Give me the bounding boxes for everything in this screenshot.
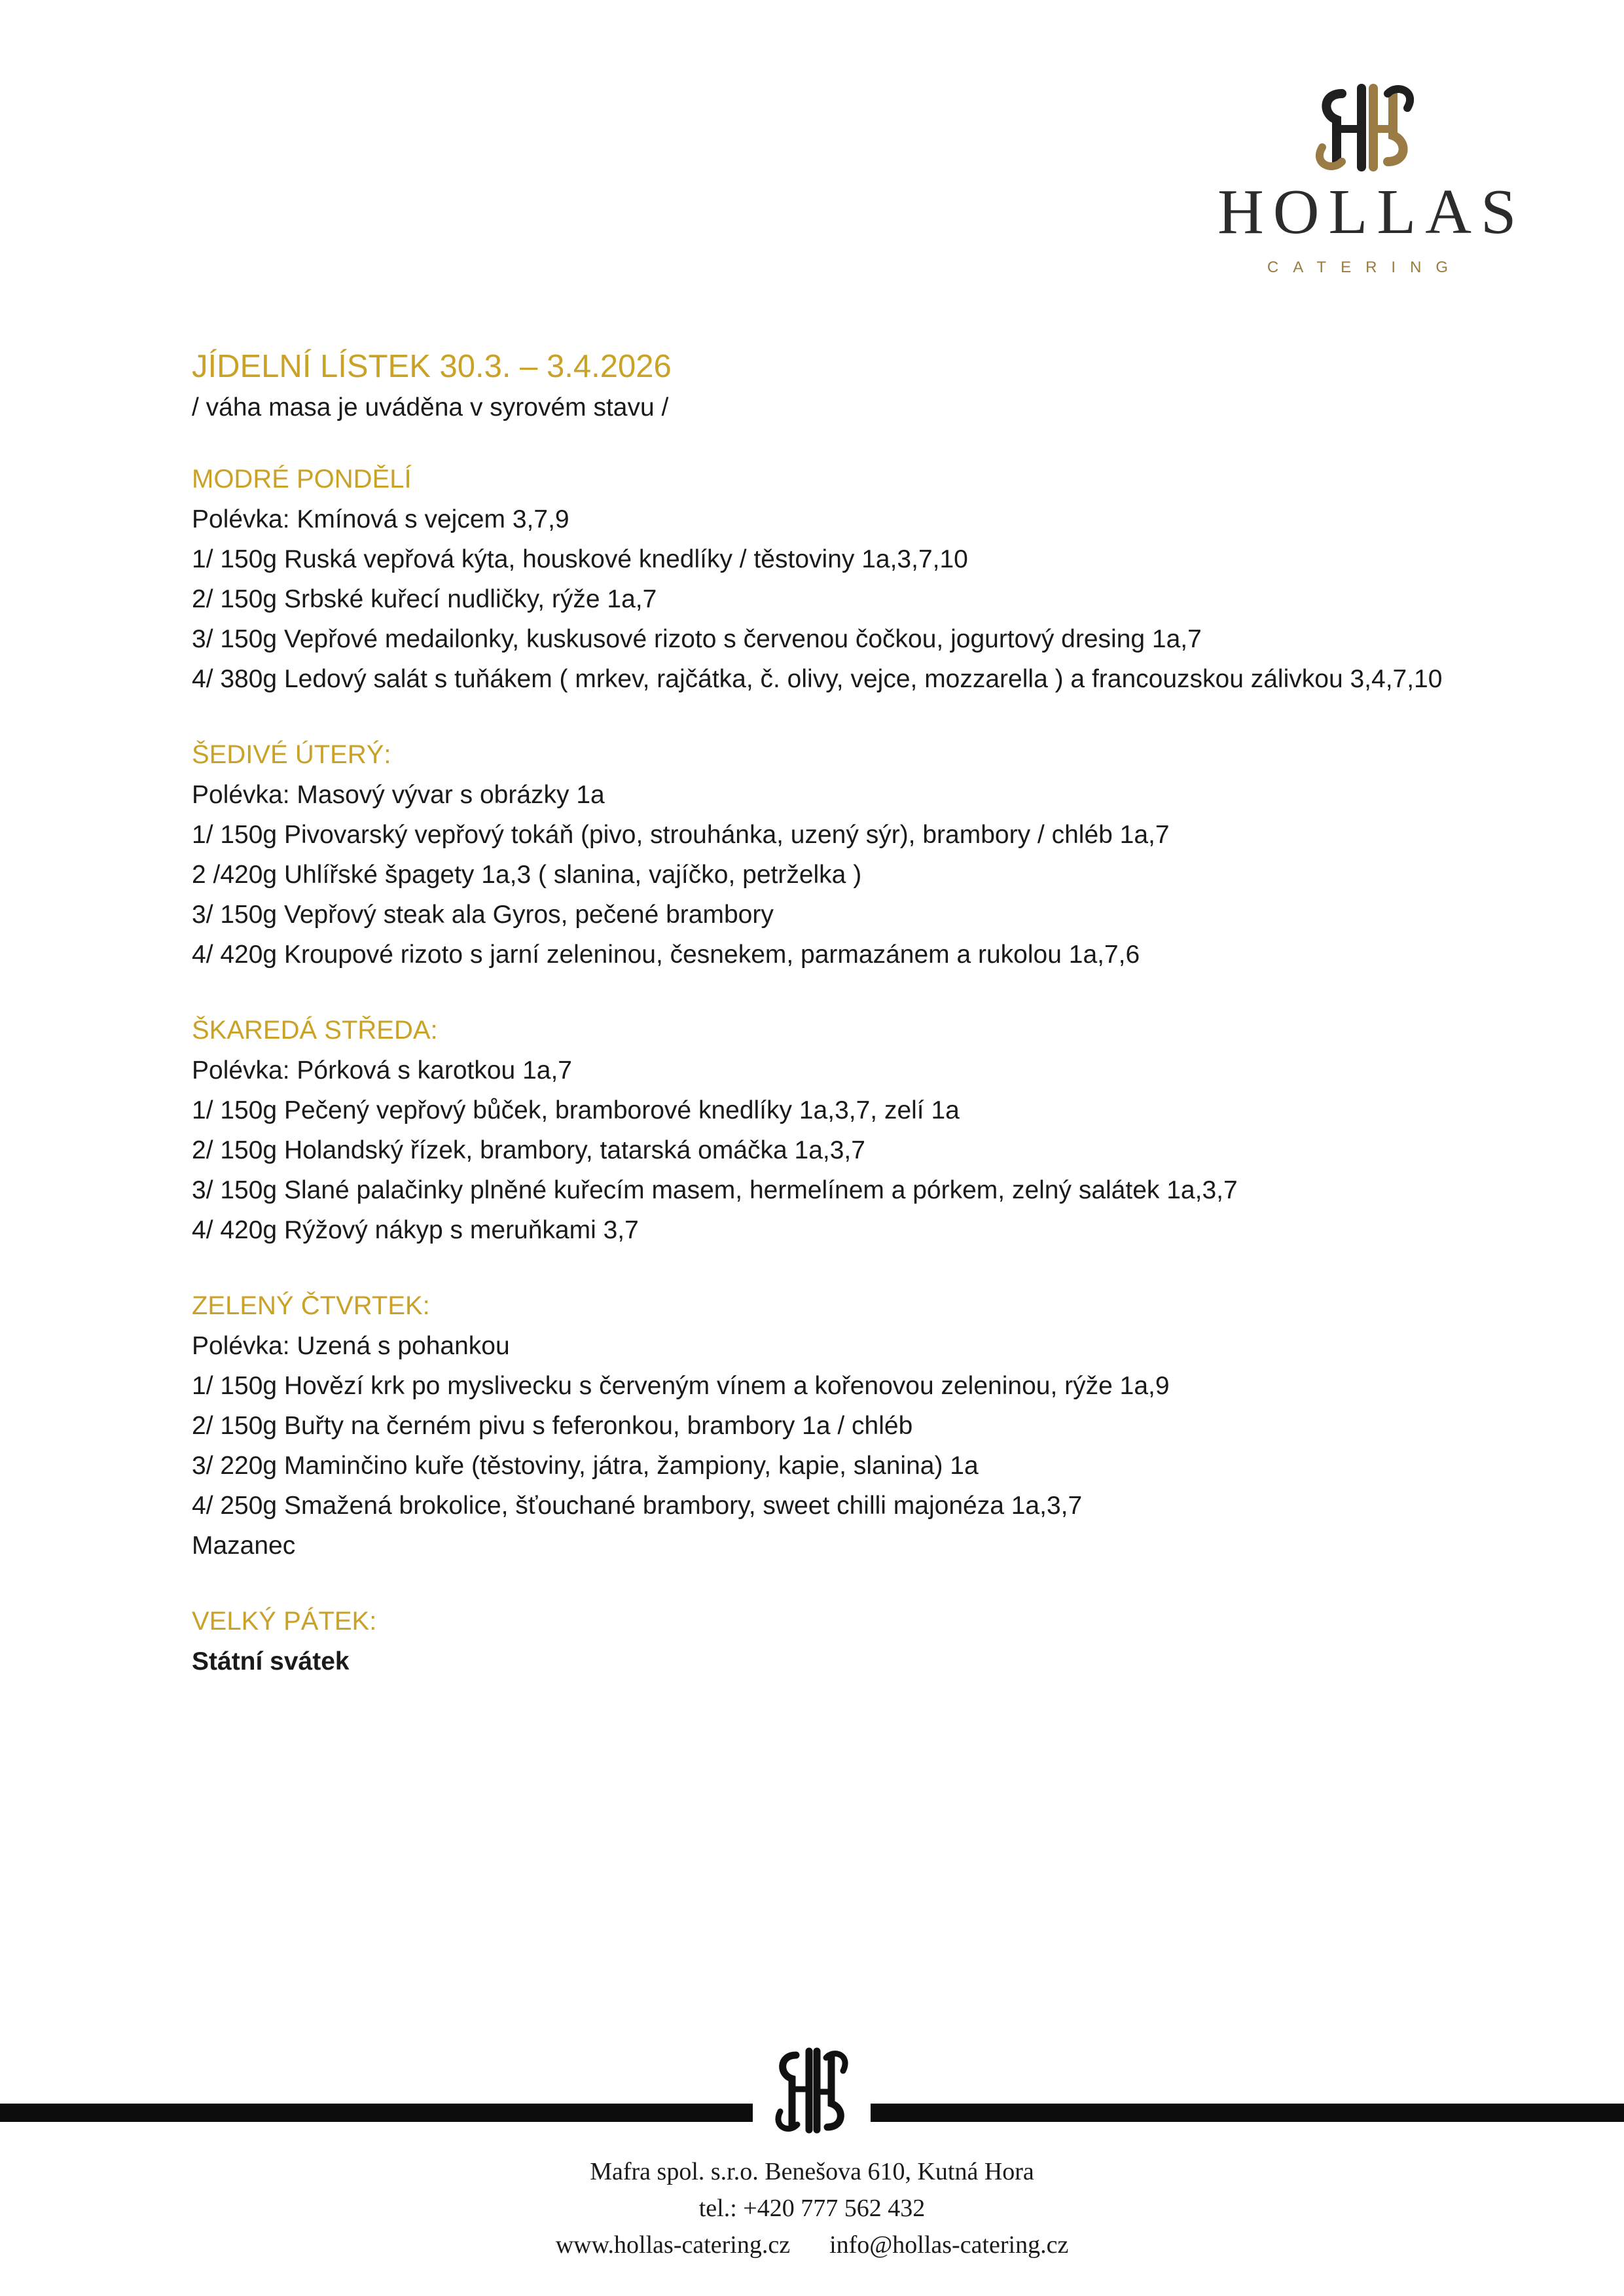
menu-line: 1/ 150g Pečený vepřový bůček, bramborové knedlíky 1a,3,7, zelí 1a [192,1096,960,1124]
footer-links [0,2227,1624,2263]
menu-line-soup: Polévka: Masový vývar s obrázky 1a [192,781,605,809]
footer-contact [0,2153,1624,2263]
menu-line: 3/ 150g Vepřový steak ala Gyros, pečené brambory [192,901,774,929]
day-monday [192,459,1501,699]
menu-line: 2/ 150g Holandský řízek, brambory, tatarská omáčka 1a,3,7 [192,1136,865,1164]
logo-wordmark: HOLLAS [1218,177,1526,247]
menu-line: 4/ 420g Rýžový nákyp s meruňkami 3,7 [192,1216,639,1244]
footer-phone: tel.: +420 777 562 432 [698,2195,926,2222]
day-wednesday [192,1010,1501,1250]
menu-line: 1/ 150g Hovězí krk po myslivecku s červeným vínem a kořenovou zeleninou, rýže 1a,9 [192,1372,1170,1400]
menu-line: 4/ 250g Smažená brokolice, šťouchané brambory, sweet chilli majonéza 1a,3,7 [192,1492,1083,1520]
menu-line: 2/ 150g Srbské kuřecí nudličky, rýže 1a,7 [192,585,657,613]
menu-line: 1/ 150g Ruská vepřová kýta, houskové knedlíky / těstoviny 1a,3,7,10 [192,545,968,573]
logo-tagline: CATERING [1267,259,1463,276]
day-friday [192,1601,1501,1681]
day-name: MODRÉ PONDĚLÍ [192,465,412,493]
day-name: ŠEDIVÉ ÚTERÝ: [192,740,391,769]
menu-line-soup: Polévka: Uzená s pohankou [192,1332,510,1360]
menu-line-soup: Polévka: Pórková s karotkou 1a,7 [192,1056,572,1085]
footer-email-link[interactable]: info@hollas-catering.cz [829,2231,1069,2259]
hollas-monogram-icon [765,2046,859,2136]
menu-line: 4/ 420g Kroupové rizoto s jarní zeleninou, česnekem, parmazánem a rukolou 1a,7,6 [192,941,1140,969]
menu-line: 3/ 220g Maminčino kuře (těstoviny, játra, žampiony, kapie, slanina) 1a [192,1452,979,1480]
company-logo [1218,82,1526,285]
day-name: VELKÝ PÁTEK: [192,1607,377,1636]
menu-line: 3/ 150g Vepřové medailonky, kuskusové rizoto s červenou čočkou, jogurtový dresing 1a,7 [192,625,1202,653]
footer-logo [753,2042,871,2140]
day-name: ZELENÝ ČTVRTEK: [192,1291,430,1320]
menu-line-soup: Polévka: Kmínová s vejcem 3,7,9 [192,505,569,533]
menu-content [192,344,1501,1717]
holiday-note: Státní svátek [192,1647,350,1676]
menu-line: 2 /420g Uhlířské špagety 1a,3 ( slanina, vajíčko, petrželka ) [192,861,862,889]
menu-line: 2/ 150g Buřty na černém pivu s feferonkou, brambory 1a / chléb [192,1412,913,1440]
hollas-monogram-icon [1296,82,1434,173]
menu-line: 3/ 150g Slané palačinky plněné kuřecím masem, hermelínem a pórkem, zelný salátek 1a,3,7 [192,1176,1238,1204]
menu-note: / váha masa je uváděna v syrovém stavu / [192,393,669,422]
day-thursday [192,1285,1501,1566]
menu-line: 1/ 150g Pivovarský vepřový tokáň (pivo, strouhánka, uzený sýr), brambory / chléb 1a,7 [192,821,1170,849]
menu-line: 4/ 380g Ledový salát s tuňákem ( mrkev, rajčátka, č. olivy, vejce, mozzarella ) a francouzskou zálivkou 3,4,7,10 [192,665,1443,693]
footer-company: Mafra spol. s.r.o. Benešova 610, Kutná Hora [590,2158,1034,2185]
menu-line-dessert: Mazanec [192,1532,296,1560]
day-tuesday [192,734,1501,975]
menu-title: JÍDELNÍ LÍSTEK 30.3. – 3.4.2026 [192,349,672,384]
footer-web-link[interactable]: www.hollas-catering.cz [555,2231,791,2259]
day-name: ŠKAREDÁ STŘEDA: [192,1016,438,1045]
